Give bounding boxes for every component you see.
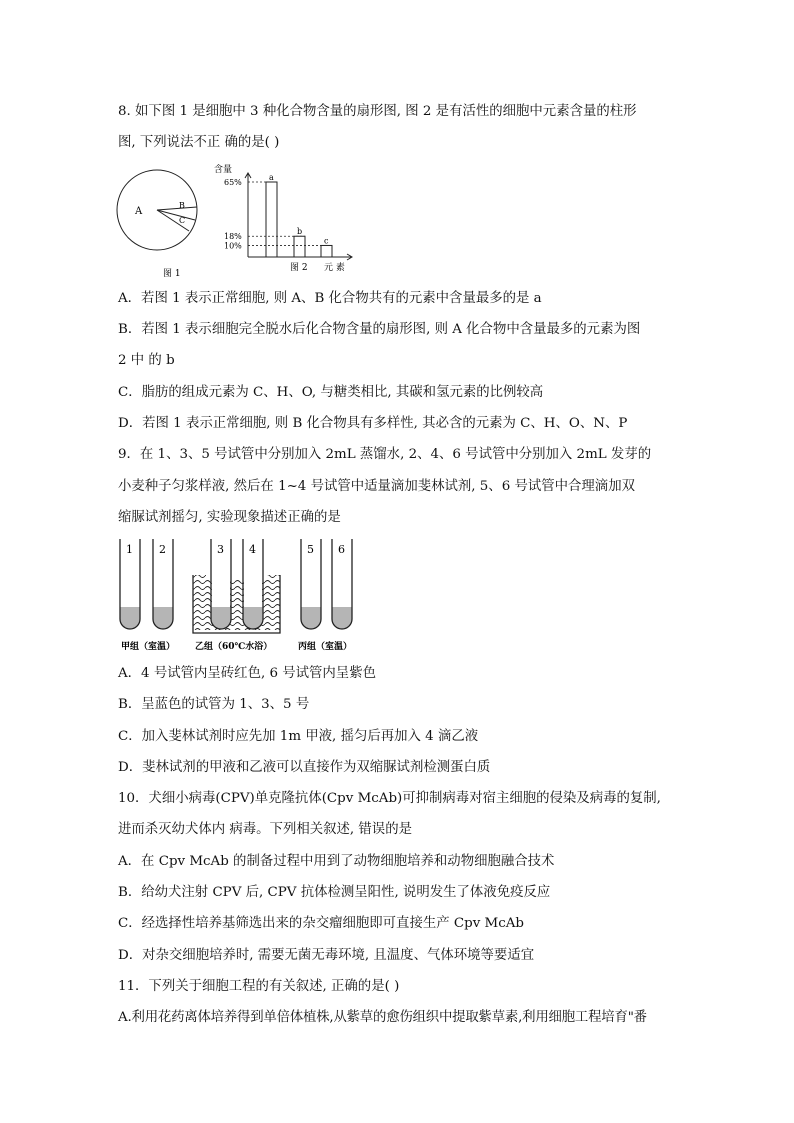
q9-option-b: B．呈蓝色的试管为 1、3、5 号: [118, 697, 310, 712]
test-tube-number: 6: [338, 543, 345, 556]
q8-option-b-line1: B．若图 1 表示细胞完全脱水后化合物含量的扇形图, 则 A 化合物中含量最多的元素为图: [118, 322, 641, 337]
fig2-ylabel: 含量: [214, 165, 233, 175]
q8-option-b-line2: 2 中 的 b: [118, 353, 175, 368]
fig2-tick-label: 18%: [224, 232, 242, 242]
test-tube-6: [332, 539, 352, 629]
q10-option-d: D．对杂交细胞培养时, 需要无菌无毒环境, 且温度、气体环境等要适宜: [118, 948, 535, 963]
fig2-bar-label-a: a: [269, 173, 274, 182]
figure-2-bar-chart: [210, 160, 360, 280]
test-tube-2: [153, 539, 173, 629]
figure-1-caption: 图 1: [163, 269, 181, 279]
test-tube-5: [301, 539, 321, 629]
figure-1-pie-chart: [115, 160, 210, 280]
fig2-bar-label-b: b: [297, 227, 303, 237]
water-bath-water: [193, 575, 280, 630]
q10-stem-line2: 进而杀灭幼犬体内 病毒。下列相关叙述, 错误的是: [118, 822, 412, 837]
test-tube-number: 5: [307, 543, 314, 556]
test-tube-number: 4: [249, 543, 256, 556]
fig2-tick-label: 10%: [224, 241, 242, 251]
fig2-bar-label-c: c: [324, 236, 329, 246]
q8-stem-line1: 8. 如下图 1 是细胞中 3 种化合物含量的扇形图, 图 2 是有活性的细胞中元素含量的柱形: [118, 104, 637, 119]
q8-option-d: D．若图 1 表示正常细胞, 则 B 化合物具有多样性, 其必含的元素为 C、H、O、N、P: [118, 416, 628, 431]
q8-stem-line2: 图, 下列说法不正 确的是( ): [118, 135, 280, 150]
group-label-jia: 甲组（室温）: [121, 642, 176, 652]
q9-stem-line1: 9．在 1、3、5 号试管中分别加入 2mL 蒸馏水, 2、4、6 号试管中分别加入 2mL 发芽的: [118, 447, 652, 462]
test-tube-4: [243, 539, 263, 629]
test-tube-number: 3: [217, 543, 224, 556]
q11-option-a: A.利用花药离体培养得到单倍体植株,从紫草的愈伤组织中提取紫草素,利用细胞工程培育"番: [118, 1010, 647, 1025]
pie-divider-2: [157, 210, 195, 220]
q9-option-a: A．4 号试管内呈砖红色, 6 号试管内呈紫色: [118, 666, 376, 681]
q8-option-a: A．若图 1 表示正常细胞, 则 A、B 化合物共有的元素中含量最多的是 a: [118, 291, 542, 306]
fig2-bar-c: [321, 245, 332, 257]
fig2-bar-b: [294, 236, 305, 257]
test-tube-1: [120, 539, 140, 629]
fig2-bar-a: [266, 182, 277, 257]
test-tube-number: 1: [126, 543, 133, 556]
pie-label-c: C: [179, 216, 186, 225]
test-tube-number: 2: [159, 543, 166, 556]
q10-stem-line1: 10．犬细小病毒(CPV)单克隆抗体(Cpv McAb)可抑制病毒对宿主细胞的侵染及病毒的复制,: [118, 791, 661, 806]
group-label-bing: 丙组（室温）: [298, 642, 353, 652]
q11-stem: 11．下列关于细胞工程的有关叙述, 正确的是( ): [118, 979, 400, 994]
fig2-tick-label: 65%: [224, 178, 242, 187]
pie-label-b: B: [179, 201, 185, 210]
pie-label-a: A: [135, 206, 143, 217]
q10-option-a: A．在 Cpv McAb 的制备过程中用到了动物细胞培养和动物细胞融合技术: [118, 854, 555, 869]
figure-2-caption: 图 2: [290, 263, 308, 273]
q10-option-c: C．经选择性培养基筛选出来的杂交瘤细胞即可直接生产 Cpv McAb: [118, 916, 524, 931]
test-tubes-figure: [115, 537, 365, 657]
q9-stem-line3: 缩脲试剂摇匀, 实验现象描述正确的是: [118, 510, 341, 525]
q10-option-b: B．给幼犬注射 CPV 后, CPV 抗体检测呈阳性, 说明发生了体液免疫反应: [118, 885, 551, 900]
fig2-xlabel: 元 素: [324, 263, 345, 273]
q9-stem-line2: 小麦种子匀浆样液, 然后在 1~4 号试管中适量滴加斐林试剂, 5、6 号试管中合理滴加双: [118, 479, 635, 494]
q9-option-d: D．斐林试剂的甲液和乙液可以直接作为双缩脲试剂检测蛋白质: [118, 760, 491, 775]
q9-option-c: C．加入斐林试剂时应先加 1m 甲液, 摇匀后再加入 4 滴乙液: [118, 729, 479, 744]
test-tube-3: [211, 539, 231, 629]
pie-divider-1: [157, 207, 197, 210]
group-label-yi: 乙组（60℃水浴）: [195, 642, 273, 652]
q8-option-c: C．脂肪的组成元素为 C、H、O, 与糖类相比, 其碳和氢元素的比例较高: [118, 385, 544, 400]
